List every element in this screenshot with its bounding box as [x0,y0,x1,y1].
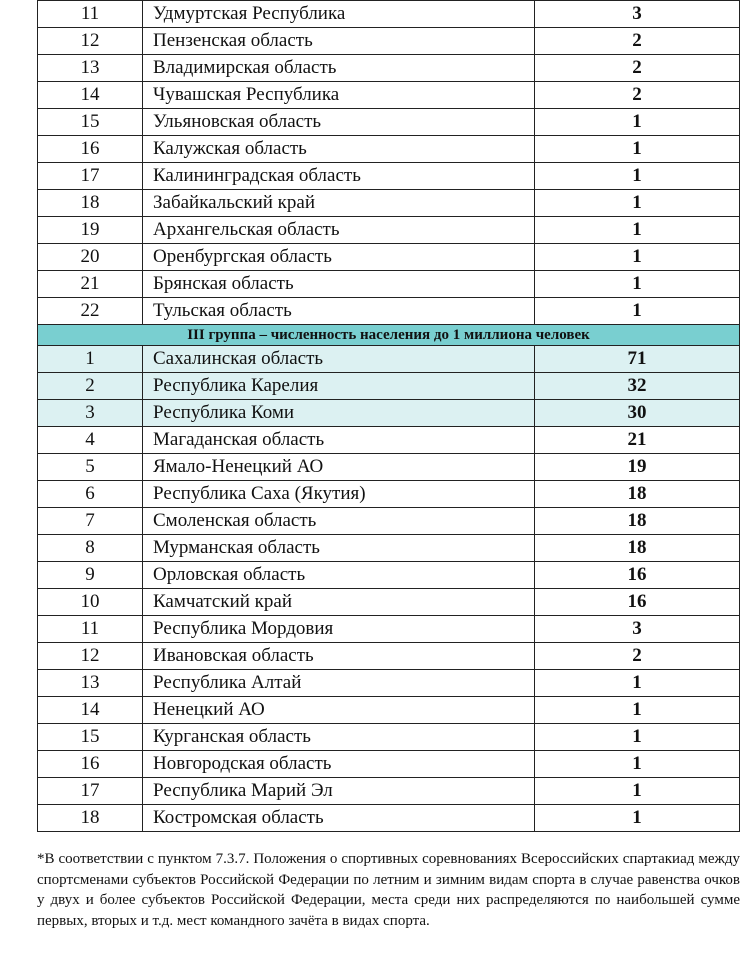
place-number: 6 [38,481,143,508]
table-row [38,805,740,832]
table-row [38,136,740,163]
table-row [38,298,740,325]
region-name: Пензенская область [143,28,535,55]
points-value: 1 [535,805,740,832]
points-value: 16 [535,562,740,589]
points-value: 2 [535,643,740,670]
points-value: 2 [535,28,740,55]
place-number: 12 [38,28,143,55]
region-name: Орловская область [143,562,535,589]
region-name: Ненецкий АО [143,697,535,724]
table-row [38,190,740,217]
points-value: 18 [535,481,740,508]
region-name: Курганская область [143,724,535,751]
place-number: 13 [38,55,143,82]
points-value: 16 [535,589,740,616]
points-value: 2 [535,55,740,82]
table-row [38,778,740,805]
place-number: 13 [38,670,143,697]
place-number: 16 [38,751,143,778]
region-name: Магаданская область [143,427,535,454]
standings-table [37,0,740,832]
points-value: 1 [535,778,740,805]
table-row [38,400,740,427]
points-value: 21 [535,427,740,454]
table-row [38,163,740,190]
points-value: 3 [535,616,740,643]
points-value: 1 [535,697,740,724]
points-value: 1 [535,271,740,298]
table-row [38,28,740,55]
table-row [38,535,740,562]
place-number: 10 [38,589,143,616]
points-value: 2 [535,82,740,109]
table-row [38,427,740,454]
region-name: Забайкальский край [143,190,535,217]
table-row [38,373,740,400]
place-number: 18 [38,190,143,217]
points-value: 1 [535,136,740,163]
table-row [38,109,740,136]
region-name: Удмуртская Республика [143,1,535,28]
region-name: Брянская область [143,271,535,298]
place-number: 15 [38,724,143,751]
place-number: 16 [38,136,143,163]
region-name: Ивановская область [143,643,535,670]
region-name: Калининградская область [143,163,535,190]
place-number: 4 [38,427,143,454]
place-number: 17 [38,778,143,805]
region-name: Калужская область [143,136,535,163]
place-number: 18 [38,805,143,832]
group3-header-section [38,325,740,346]
table-row [38,1,740,28]
place-number: 22 [38,298,143,325]
region-name: Оренбургская область [143,244,535,271]
place-number: 1 [38,346,143,373]
region-name: Чувашская Республика [143,82,535,109]
points-value: 32 [535,373,740,400]
place-number: 19 [38,217,143,244]
table-row [38,724,740,751]
region-name: Сахалинская область [143,346,535,373]
place-number: 3 [38,400,143,427]
points-value: 1 [535,163,740,190]
place-number: 8 [38,535,143,562]
table-row [38,562,740,589]
region-name: Республика Карелия [143,373,535,400]
place-number: 5 [38,454,143,481]
table-row [38,82,740,109]
group3-rows [38,346,740,832]
region-name: Республика Марий Эл [143,778,535,805]
region-name: Архангельская область [143,217,535,244]
group3-header-row [38,325,740,346]
region-name: Тульская область [143,298,535,325]
place-number: 14 [38,82,143,109]
place-number: 11 [38,1,143,28]
place-number: 11 [38,616,143,643]
table-row [38,751,740,778]
group3-header: III группа – численность населения до 1 миллиона человек [38,325,740,346]
place-number: 9 [38,562,143,589]
region-name: Республика Алтай [143,670,535,697]
place-number: 21 [38,271,143,298]
place-number: 7 [38,508,143,535]
points-value: 1 [535,751,740,778]
table-row [38,55,740,82]
group2-rows [38,1,740,325]
place-number: 14 [38,697,143,724]
table-row [38,217,740,244]
region-name: Костромская область [143,805,535,832]
region-name: Ульяновская область [143,109,535,136]
table-row [38,508,740,535]
region-name: Смоленская область [143,508,535,535]
points-value: 3 [535,1,740,28]
region-name: Республика Коми [143,400,535,427]
points-value: 18 [535,535,740,562]
points-value: 1 [535,217,740,244]
table-row [38,616,740,643]
region-name: Владимирская область [143,55,535,82]
points-value: 1 [535,190,740,217]
region-name: Ямало-Ненецкий АО [143,454,535,481]
place-number: 2 [38,373,143,400]
table-row [38,454,740,481]
table-row [38,271,740,298]
place-number: 15 [38,109,143,136]
points-value: 71 [535,346,740,373]
place-number: 17 [38,163,143,190]
region-name: Республика Саха (Якутия) [143,481,535,508]
footnote: *В соответствии с пунктом 7.3.7. Положения о спортивных соревнованиях Всероссийских спартакиад между спортсменами субъектов Российской Федерации по летним и зимним видам спорта в случае равенства очков у двух и более субъектов Российской Федерации, места среди них распределяются по наибольшей сумме первых, вторых и т.д. мест командного зачёта в видах спорта. [37,851,740,929]
table-row [38,697,740,724]
points-value: 1 [535,298,740,325]
table-row [38,346,740,373]
points-value: 1 [535,244,740,271]
table-row [38,589,740,616]
place-number: 12 [38,643,143,670]
table-row [38,244,740,271]
region-name: Новгородская область [143,751,535,778]
points-value: 1 [535,724,740,751]
points-value: 18 [535,508,740,535]
points-value: 1 [535,670,740,697]
region-name: Республика Мордовия [143,616,535,643]
table-row [38,481,740,508]
points-value: 1 [535,109,740,136]
region-name: Мурманская область [143,535,535,562]
place-number: 20 [38,244,143,271]
table-row [38,670,740,697]
region-name: Камчатский край [143,589,535,616]
points-value: 30 [535,400,740,427]
points-value: 19 [535,454,740,481]
table-row [38,643,740,670]
